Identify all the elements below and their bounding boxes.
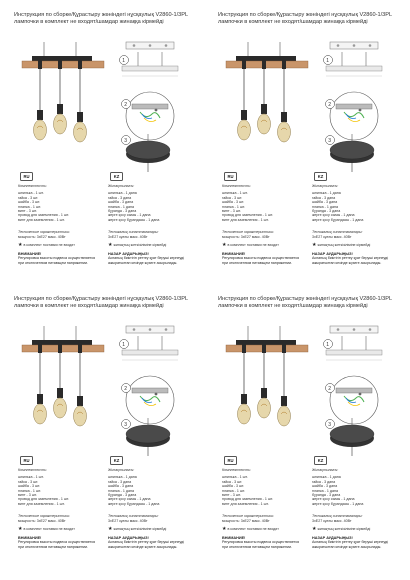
kz-item: жерге қосу сымы - 1 дана (108, 497, 151, 502)
kz-header: Жинақтылығы: (312, 468, 339, 472)
star-icon: ★ (108, 526, 113, 532)
title-line-1: Инструкция по сборке/Құрастыру жөніндегі нұсқаулық V2860-1/3PL (14, 12, 189, 18)
kz-warning-text: Аспаның биіктігін реттеу қуат беруші кернеуді (108, 540, 185, 545)
ru-item: шпилька - 1 шт. (18, 475, 44, 480)
ru-item: винт для заземления - 1 шт. (18, 501, 65, 506)
kz-item: жерге қосу бұрандасы - 1 дана (312, 501, 364, 506)
ru-warning (222, 536, 312, 549)
kz-note (312, 526, 400, 532)
ru-item: шайба - 3 шт. (18, 484, 41, 489)
kz-column (108, 468, 188, 523)
flag-kz-badge: KZ (314, 456, 327, 465)
kz-item: бұранда - 3 дана (312, 209, 341, 214)
ru-spec-value: мощность: 3хЕ27 макс. 40Вт (18, 234, 66, 239)
kz-item: шпилька - 1 дана (108, 475, 137, 480)
svg-text:3: 3 (328, 421, 332, 428)
kz-column (312, 184, 392, 239)
ru-item: гайка - 3 шт. (222, 479, 243, 484)
ru-item: провод для заземления - 1 шт. (18, 213, 70, 218)
ru-spec-header: Технические характеристики: (222, 230, 274, 235)
kz-warning-text: Аспаның биіктігін реттеу қуат беруші кернеуді (312, 540, 389, 545)
kz-item: шайба - 3 дана (312, 484, 338, 489)
lamp-illustration (218, 34, 398, 174)
star-icon: ★ (312, 242, 317, 248)
star-icon: ★ (18, 526, 23, 532)
lamp-fixture (22, 42, 104, 142)
sheet-title (14, 296, 194, 309)
title-line-1: Инструкция по сборке/Құрастыру жөніндегі нұсқаулық V2860-1/3PL (14, 296, 189, 302)
ru-spec-value: мощность: 3хЕ27 макс. 40Вт (18, 518, 66, 523)
kz-item: бұранда - 3 дана (108, 209, 137, 214)
ru-spec-value: мощность: 3хЕ27 макс. 40Вт (222, 518, 270, 523)
kz-warning-text: ажыратылған кезінде жүзеге асырылады. (312, 260, 382, 265)
ru-warning-text: Регулировка высоты подвеса осуществляется (222, 540, 300, 545)
kz-item: жерге қосу бұрандасы - 1 дана (108, 217, 160, 222)
ru-item: провод для заземления - 1 шт. (18, 497, 70, 502)
mounting-diagram (120, 42, 179, 76)
kz-spec-header: Техникалық сипаттамалары: (312, 230, 363, 235)
star-icon: ★ (222, 242, 227, 248)
mounting-diagram (324, 42, 383, 76)
kz-spec-value: 3хЕ27 куаты макс. 40Вт (312, 234, 352, 239)
svg-text:1: 1 (122, 341, 126, 348)
svg-text:1: 1 (326, 341, 330, 348)
kz-warning-text: ажыратылған кезінде жүзеге асырылады. (108, 260, 178, 265)
lamp-fixture (22, 326, 104, 426)
ru-warning (18, 252, 108, 265)
kz-warning-title: НАЗАР АУДАРЫҢЫЗ! (312, 536, 353, 540)
kz-spec-header: Техникалық сипаттамалары: (108, 230, 159, 235)
ru-warning-text: при отключенном питающем напряжении. (18, 544, 89, 549)
kz-spec-value: 3хЕ27 куаты макс. 40Вт (108, 518, 148, 523)
title-line-1: Инструкция по сборке/Құрастыру жөніндегі нұсқаулық V2860-1/3PL (218, 12, 393, 18)
kz-warning-title: НАЗАР АУДАРЫҢЫЗ! (312, 252, 353, 256)
kz-item: жерге қосу бұрандасы - 1 дана (108, 501, 160, 506)
ru-warning-text: при отключенном питающем напряжении. (222, 544, 293, 549)
star-icon: ★ (18, 242, 23, 248)
ru-column (222, 184, 302, 239)
ru-item: планка - 1 шт. (18, 488, 41, 493)
ru-item: шайба - 3 шт. (222, 200, 245, 205)
title-line-2: лампочки в комплект не входят/шамдар жинаққа кірмейді (14, 302, 164, 309)
ru-item: планка - 1 шт. (222, 488, 245, 493)
ru-item: шпилька - 1 шт. (18, 191, 44, 196)
kz-spec-value: 3хЕ27 куаты макс. 40Вт (312, 518, 352, 523)
kz-note (108, 526, 196, 532)
kz-warning (312, 536, 402, 549)
ru-note (222, 242, 310, 248)
kz-warning-text: ажыратылған кезінде жүзеге асырылады. (108, 544, 178, 549)
wiring-detail (326, 376, 379, 424)
ru-item: гайка - 3 шт. (18, 479, 39, 484)
ru-item: винт - 3 шт. (18, 209, 37, 214)
ru-item: винт для заземления - 1 шт. (18, 217, 65, 222)
kz-warning (108, 536, 198, 549)
sheet-title (218, 296, 398, 309)
kz-column (108, 184, 188, 239)
kz-header: Жинақтылығы: (108, 468, 135, 472)
lamp-illustration (14, 34, 194, 174)
kz-item: жерге қосу сымы - 1 дана (312, 497, 355, 502)
ru-item: гайка - 3 шт. (222, 195, 243, 200)
kz-note-text: жинақтың жеткізіліміне кірмейді (113, 527, 167, 531)
ru-column (18, 184, 98, 239)
ru-warning-text: при отключенном питающем напряжении. (18, 260, 89, 265)
kz-spec-header: Техникалық сипаттамалары: (108, 514, 159, 519)
kz-note (312, 242, 400, 248)
svg-text:3: 3 (328, 137, 332, 144)
kz-note-text: жинақтың жеткізіліміне кірмейді (317, 243, 371, 247)
wiring-detail (122, 92, 175, 140)
star-icon: ★ (108, 242, 113, 248)
ru-note-text: в комплект поставки не входит (227, 527, 279, 531)
ru-warning-title: ВНИМАНИЕ! (18, 536, 42, 540)
flag-ru-badge: RU (20, 172, 33, 181)
ru-item: провод для заземления - 1 шт. (222, 213, 274, 218)
flag-kz-badge: KZ (110, 456, 123, 465)
ru-item: винт для заземления - 1 шт. (222, 217, 269, 222)
svg-text:3: 3 (124, 137, 128, 144)
kz-warning-text: ажыратылған кезінде жүзеге асырылады. (312, 544, 382, 549)
ru-spec-header: Технические характеристики: (222, 514, 274, 519)
ru-note-text: в комплект поставки не входит (227, 243, 279, 247)
ru-item: шайба - 3 шт. (18, 200, 41, 205)
kz-item: гайка - 3 дана (312, 195, 336, 200)
ru-header: Комплектность: (222, 184, 251, 188)
kz-item: жерге қосу сымы - 1 дана (108, 213, 151, 218)
flag-kz-badge: KZ (110, 172, 123, 181)
kz-item: шпилька - 1 дана (108, 191, 137, 196)
kz-warning (108, 252, 198, 265)
lamp-illustration (218, 318, 398, 458)
svg-text:1: 1 (122, 57, 126, 64)
ru-warning (222, 252, 312, 265)
lamp-fixture (226, 326, 308, 426)
ru-column (18, 468, 98, 523)
kz-item: шпилька - 1 дана (312, 191, 341, 196)
flag-ru-badge: RU (224, 456, 237, 465)
svg-text:3: 3 (124, 421, 128, 428)
ru-spec-header: Технические характеристики: (18, 230, 70, 235)
ru-item: винт - 3 шт. (18, 493, 37, 498)
ru-header: Комплектность: (18, 468, 47, 472)
ru-item: планка - 1 шт. (18, 204, 41, 209)
kz-item: планка - 1 дана (312, 488, 338, 493)
ru-warning (18, 536, 108, 549)
ru-item: винт для заземления - 1 шт. (222, 501, 269, 506)
ru-note-text: в комплект поставки не входит (23, 527, 75, 531)
kz-item: гайка - 3 дана (312, 479, 336, 484)
star-icon: ★ (312, 526, 317, 532)
kz-spec-value: 3хЕ27 куаты макс. 40Вт (108, 234, 148, 239)
svg-text:2: 2 (328, 385, 332, 392)
svg-text:2: 2 (328, 101, 332, 108)
ru-item: шпилька - 1 шт. (222, 191, 248, 196)
svg-text:2: 2 (124, 385, 128, 392)
kz-header: Жинақтылығы: (108, 184, 135, 188)
title-line-2: лампочки в комплект не входят/шамдар жинаққа кірмейді (218, 302, 368, 309)
sheet-title (14, 12, 194, 25)
kz-item: шайба - 3 дана (108, 200, 134, 205)
flag-ru-badge: RU (224, 172, 237, 181)
lamp-illustration (14, 318, 194, 458)
kz-column (312, 468, 392, 523)
kz-note (108, 242, 196, 248)
instruction-sheet (218, 12, 398, 280)
ru-warning-text: Регулировка высоты подвеса осуществляется (18, 540, 96, 545)
kz-item: шпилька - 1 дана (312, 475, 341, 480)
kz-item: жерге қосу бұрандасы - 1 дана (312, 217, 364, 222)
ru-warning-text: Регулировка высоты подвеса осуществляется (18, 256, 96, 261)
ru-note (18, 526, 106, 532)
kz-item: планка - 1 дана (108, 204, 134, 209)
kz-spec-header: Техникалық сипаттамалары: (312, 514, 363, 519)
kz-warning (312, 252, 402, 265)
ru-warning-text: Регулировка высоты подвеса осуществляется (222, 256, 300, 261)
kz-item: бұранда - 3 дана (312, 493, 341, 498)
svg-text:2: 2 (124, 101, 128, 108)
instruction-sheet (14, 296, 194, 564)
kz-warning-text: Аспаның биіктігін реттеу қуат беруші кернеуді (312, 256, 389, 261)
mounting-diagram (120, 326, 179, 360)
sheet-title (218, 12, 398, 25)
kz-item: бұранда - 3 дана (108, 493, 137, 498)
kz-item: гайка - 3 дана (108, 479, 132, 484)
ru-warning-title: ВНИМАНИЕ! (222, 536, 246, 540)
ru-warning-title: ВНИМАНИЕ! (222, 252, 246, 256)
kz-item: шайба - 3 дана (312, 200, 338, 205)
instruction-sheet (14, 12, 194, 280)
kz-note-text: жинақтың жеткізіліміне кірмейді (317, 527, 371, 531)
kz-warning-title: НАЗАР АУДАРЫҢЫЗ! (108, 252, 149, 256)
ru-item: гайка - 3 шт. (18, 195, 39, 200)
wiring-detail (326, 92, 379, 140)
kz-item: жерге қосу сымы - 1 дана (312, 213, 355, 218)
kz-item: шайба - 3 дана (108, 484, 134, 489)
flag-kz-badge: KZ (314, 172, 327, 181)
kz-item: планка - 1 дана (108, 488, 134, 493)
ru-item: планка - 1 шт. (222, 204, 245, 209)
ru-item: винт - 3 шт. (222, 209, 241, 214)
title-line-2: лампочки в комплект не входят/шамдар жинаққа кірмейді (218, 18, 368, 25)
kz-note-text: жинақтың жеткізіліміне кірмейді (113, 243, 167, 247)
kz-warning-text: Аспаның биіктігін реттеу қуат беруші кернеуді (108, 256, 185, 261)
svg-text:1: 1 (326, 57, 330, 64)
kz-header: Жинақтылығы: (312, 184, 339, 188)
ru-item: шпилька - 1 шт. (222, 475, 248, 480)
kz-warning-title: НАЗАР АУДАРЫҢЫЗ! (108, 536, 149, 540)
ru-spec-value: мощность: 3хЕ27 макс. 40Вт (222, 234, 270, 239)
ru-item: винт - 3 шт. (222, 493, 241, 498)
ru-header: Комплектность: (18, 184, 47, 188)
kz-item: планка - 1 дана (312, 204, 338, 209)
ru-note (222, 526, 310, 532)
kz-item: гайка - 3 дана (108, 195, 132, 200)
title-line-1: Инструкция по сборке/Құрастыру жөніндегі нұсқаулық V2860-1/3PL (218, 296, 393, 302)
ru-note (18, 242, 106, 248)
ru-spec-header: Технические характеристики: (18, 514, 70, 519)
ru-warning-text: при отключенном питающем напряжении. (222, 260, 293, 265)
ru-header: Комплектность: (222, 468, 251, 472)
instruction-sheet (218, 296, 398, 564)
ru-item: провод для заземления - 1 шт. (222, 497, 274, 502)
mounting-diagram (324, 326, 383, 360)
ru-item: шайба - 3 шт. (222, 484, 245, 489)
flag-ru-badge: RU (20, 456, 33, 465)
wiring-detail (122, 376, 175, 424)
ru-note-text: в комплект поставки не входит (23, 243, 75, 247)
ru-warning-title: ВНИМАНИЕ! (18, 252, 42, 256)
star-icon: ★ (222, 526, 227, 532)
lamp-fixture (226, 42, 308, 142)
ru-column (222, 468, 302, 523)
title-line-2: лампочки в комплект не входят/шамдар жинаққа кірмейді (14, 18, 164, 25)
